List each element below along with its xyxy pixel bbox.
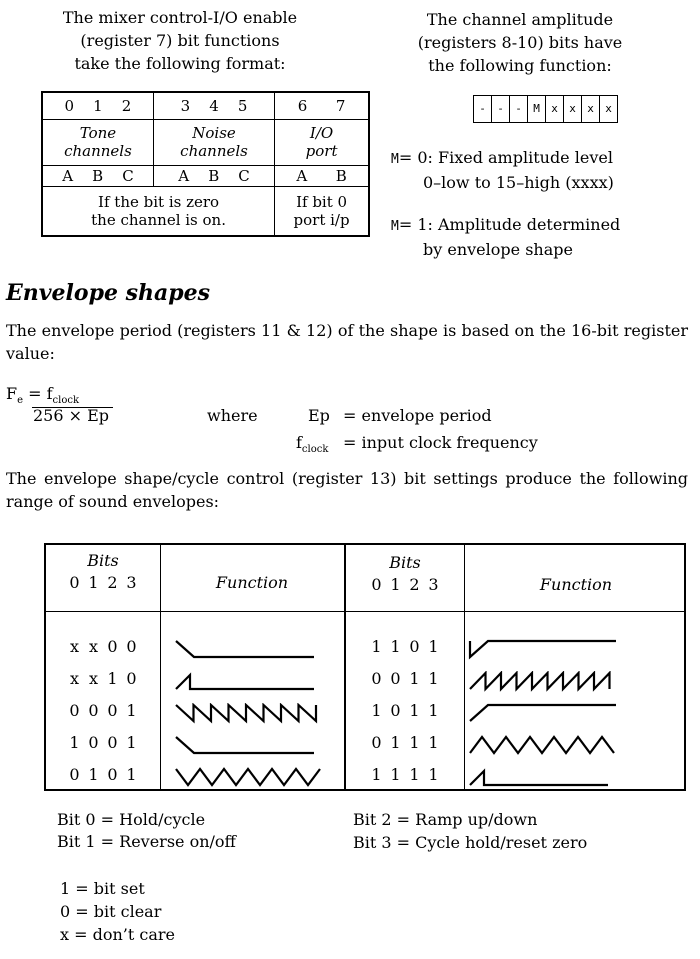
note-line: If the bit is zero <box>98 192 220 211</box>
bit-value: 0 <box>371 669 382 688</box>
bit-value: 0 <box>390 701 401 720</box>
group-label-line: Tone <box>79 124 117 142</box>
table-row-bits <box>346 701 464 720</box>
group-label-line: channels <box>180 142 248 160</box>
bit-number: 2 <box>121 96 132 115</box>
bit-number: 2 <box>107 573 118 592</box>
bit-number: 1 <box>88 573 99 592</box>
bit-value: 0 <box>88 733 99 752</box>
legend-bit-clear: 0 = bit clear <box>60 902 162 921</box>
bit-value: 1 <box>126 701 137 720</box>
bit-value: 1 <box>69 733 80 752</box>
section-heading: Envelope shapes <box>6 280 211 306</box>
amplitude-m1-definition <box>391 213 691 261</box>
note-line: If bit 0 <box>296 192 348 211</box>
bit-value: 0 <box>107 733 118 752</box>
m0-text2: 0–low to 15–high (xxxx) <box>423 173 614 192</box>
bit-value: 1 <box>126 733 137 752</box>
channel-letter: B <box>208 166 220 185</box>
envelope-shape <box>468 735 624 757</box>
group-label-line: channels <box>64 142 132 160</box>
mixer-intro-line: take the following format: <box>74 54 286 73</box>
note-line: port i/p <box>293 210 350 229</box>
m0-text: = 0: Fixed amplitude level <box>398 148 613 167</box>
bits-header-right: Bits <box>389 553 421 572</box>
envelope-shape-line <box>470 771 608 785</box>
envelope-shapes-table <box>44 543 686 791</box>
tone-letters <box>42 165 153 186</box>
legend-bit2: Bit 2 = Ramp up/down <box>353 810 538 829</box>
bit-value: 1 <box>88 765 99 784</box>
bit-number: 4 <box>209 96 219 115</box>
envelope-shape-line <box>470 737 614 753</box>
group-label-line: port <box>305 142 338 160</box>
register-bit-box: - <box>509 95 528 123</box>
table-row-bits <box>46 765 160 784</box>
bit-value: 1 <box>390 637 401 656</box>
channel-letter: B <box>92 166 104 185</box>
amplitude-intro-line: The channel amplitude <box>426 10 614 29</box>
bit-value: 1 <box>126 765 137 784</box>
envelope-shape <box>174 703 322 725</box>
bit-value: x <box>88 637 99 656</box>
formula-lhs: F <box>6 384 18 403</box>
envelope-shape-paragraph: The envelope shape/cycle control (register 13) bit settings produce the following range of sound envelopes: <box>6 469 688 511</box>
register-bit-box: M <box>527 95 546 123</box>
formula-numerator: f <box>46 384 53 403</box>
header-divider <box>46 611 684 612</box>
bit-value: 1 <box>409 669 420 688</box>
function-header-right: Function <box>539 575 613 594</box>
bit-value: 1 <box>428 765 439 784</box>
group-label-line: I/O <box>309 124 334 142</box>
formula-numerator-sub: clock <box>52 395 80 407</box>
formula-def2-lhs <box>296 433 328 455</box>
envelope-shape <box>468 703 624 725</box>
register-bit-box: x <box>563 95 582 123</box>
formula-def1-lhs: Ep <box>308 406 330 425</box>
table-row-bits <box>346 765 464 784</box>
envelope-shape-line <box>176 641 314 657</box>
bit-value: 1 <box>107 669 118 688</box>
column-divider <box>464 545 465 789</box>
bit-value: 1 <box>409 733 420 752</box>
amplitude-intro-line: the following function: <box>428 56 612 75</box>
bit-number: 3 <box>126 573 137 592</box>
envelope-shape <box>174 767 322 789</box>
bit-number: 5 <box>237 96 248 115</box>
envelope-shape <box>468 639 624 661</box>
register-bit-box: x <box>599 95 618 123</box>
register-bit-box: x <box>581 95 600 123</box>
bit-value: 1 <box>428 669 439 688</box>
envelope-shape <box>468 767 624 789</box>
bit-value: 1 <box>428 701 439 720</box>
bit-value: 0 <box>126 669 137 688</box>
table-row-bits <box>46 701 160 720</box>
envelope-shape-line <box>470 641 616 657</box>
legend-bit1: Bit 1 = Reverse on/off <box>57 832 236 851</box>
register-bit-box: - <box>491 95 510 123</box>
formula-equals: = <box>28 384 42 403</box>
port-letters <box>275 165 369 186</box>
bit-value: 1 <box>428 733 439 752</box>
envelope-shape-line <box>470 673 610 689</box>
bit-value: 1 <box>371 765 382 784</box>
note-line: the channel is on. <box>91 210 226 229</box>
bit-value: 1 <box>371 701 382 720</box>
amplitude-register-boxes <box>474 95 618 123</box>
bit-number: 0 <box>371 575 382 594</box>
m1-text: = 1: Amplitude determined <box>398 215 621 234</box>
legend-bit0: Bit 0 = Hold/cycle <box>57 810 206 829</box>
legend-bit3: Bit 3 = Cycle hold/reset zero <box>353 833 588 852</box>
envelope-shape <box>468 671 624 693</box>
channel-letter: A <box>178 166 190 185</box>
bits-header-left: Bits <box>87 551 119 570</box>
mixer-intro-line: The mixer control-I/O enable <box>62 8 298 27</box>
table-row-bits <box>46 637 160 656</box>
envelope-period-paragraph: The envelope period (registers 11 & 12) of the shape is based on the 16-bit register value: <box>6 321 688 363</box>
formula-def2-rhs: = input clock frequency <box>343 433 538 452</box>
bit-value: 0 <box>69 701 80 720</box>
table-row-bits <box>46 733 160 752</box>
formula-where: where <box>207 406 258 425</box>
mixer-bit-table <box>41 91 370 237</box>
envelope-shape-line <box>176 705 316 721</box>
def2-sub: clock <box>301 444 329 456</box>
channel-letter: A <box>62 166 74 185</box>
channel-letter: A <box>296 166 308 185</box>
bit-value: 0 <box>390 669 401 688</box>
bit-number: 3 <box>428 575 439 594</box>
tone-group-label <box>42 119 153 165</box>
formula-denominator: 256 × Ep <box>33 406 110 425</box>
mixer-note-port <box>275 186 369 236</box>
amplitude-intro <box>400 8 640 77</box>
envelope-shape <box>174 671 322 693</box>
table-row-bits <box>346 669 464 688</box>
formula-def1-rhs: = envelope period <box>343 406 492 425</box>
bit-number: 6 <box>297 96 308 115</box>
table-row-bits <box>346 733 464 752</box>
bit-number: 1 <box>93 96 103 115</box>
bit-number: 2 <box>409 575 420 594</box>
table-row-bits <box>346 637 464 656</box>
bit-value: 1 <box>409 765 420 784</box>
mixer-intro-line: (register 7) bit functions <box>80 31 280 50</box>
bit-value: 0 <box>126 637 137 656</box>
bit-numbers-left <box>46 573 160 592</box>
envelope-shape-line <box>470 705 616 721</box>
noise-group-label <box>153 119 274 165</box>
bit-value: 0 <box>69 765 80 784</box>
mixer-note-channel <box>42 186 275 236</box>
table-row-bits <box>46 669 160 688</box>
function-header-left: Function <box>215 573 289 592</box>
bit-number: 0 <box>69 573 80 592</box>
bit-value: 1 <box>390 733 401 752</box>
bit-number: 1 <box>390 575 401 594</box>
bit-value: 0 <box>107 701 118 720</box>
noise-letters <box>153 165 274 186</box>
bit-number: 7 <box>335 96 346 115</box>
bit-value: x <box>88 669 99 688</box>
amplitude-intro-line: (registers 8-10) bits have <box>417 33 623 52</box>
port-group-label <box>275 119 369 165</box>
tone-bit-numbers <box>42 92 153 119</box>
bit-value: 0 <box>107 765 118 784</box>
bit-value: x <box>69 637 80 656</box>
m-symbol: M <box>391 219 399 234</box>
bit-value: 1 <box>409 701 420 720</box>
bit-number: 3 <box>180 96 191 115</box>
legend-dont-care: x = don’t care <box>60 925 175 944</box>
formula-lhs-sub: e <box>17 395 24 407</box>
envelope-shape <box>174 639 322 661</box>
channel-letter: C <box>122 166 134 185</box>
bit-numbers-right <box>346 575 464 594</box>
amplitude-m0-definition <box>391 146 691 194</box>
legend-bit-set: 1 = bit set <box>60 879 145 898</box>
bit-value: 0 <box>107 637 118 656</box>
envelope-shape <box>174 735 322 757</box>
noise-bit-numbers <box>153 92 274 119</box>
bit-value: 0 <box>409 637 420 656</box>
bit-number: 0 <box>64 96 75 115</box>
m1-text2: by envelope shape <box>423 240 573 259</box>
bit-value: 1 <box>428 637 439 656</box>
register-bit-box: x <box>545 95 564 123</box>
envelope-shape-line <box>176 769 320 785</box>
bit-value: 0 <box>371 733 382 752</box>
bit-value: 1 <box>390 765 401 784</box>
group-label-line: Noise <box>192 124 236 142</box>
register-bit-box: - <box>473 95 492 123</box>
port-bit-numbers <box>275 92 369 119</box>
bit-value: x <box>69 669 80 688</box>
bit-value: 0 <box>88 701 99 720</box>
envelope-shape-line <box>176 737 314 753</box>
channel-letter: C <box>238 166 250 185</box>
envelope-shape-line <box>176 675 314 689</box>
def2-f: f <box>296 433 302 452</box>
m-symbol: M <box>391 152 399 167</box>
channel-letter: B <box>335 166 347 185</box>
mixer-intro <box>30 6 330 75</box>
bit-value: 1 <box>371 637 382 656</box>
